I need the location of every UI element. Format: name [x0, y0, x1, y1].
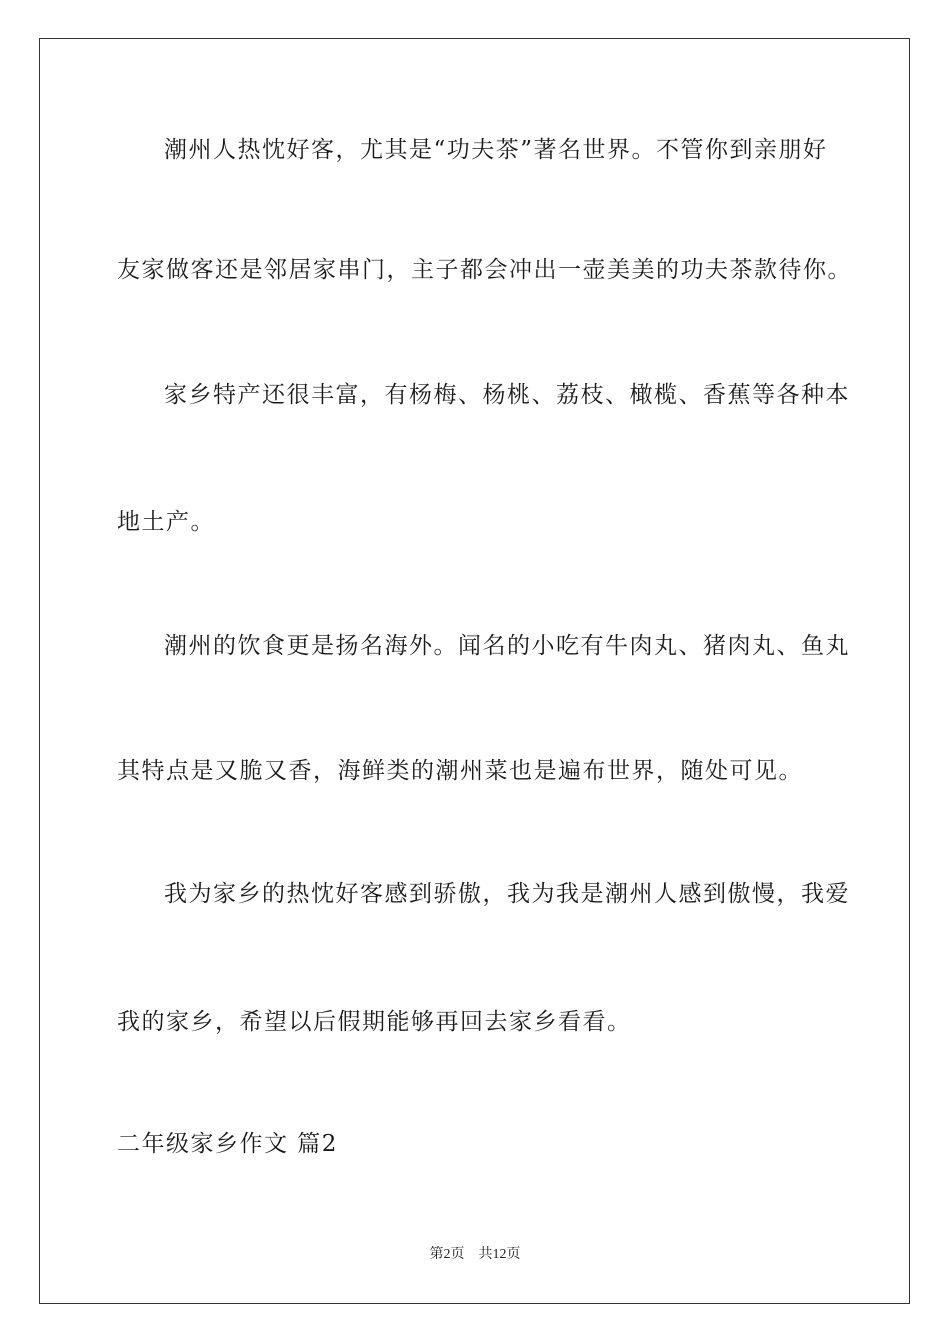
- section-heading: 二年级家乡作文 篇2: [117, 1131, 338, 1157]
- paragraph-4-line-1: 我为家乡的热忱好客感到骄傲，我为我是潮州人感到傲慢，我爱: [164, 881, 850, 907]
- paragraph-3-line-1: 潮州的饮食更是扬名海外。闻名的小吃有牛肉丸、猪肉丸、鱼丸: [164, 633, 850, 659]
- paragraph-4-line-2: 我的家乡，希望以后假期能够再回去家乡看看。: [117, 1009, 632, 1035]
- page-footer: [0, 1246, 950, 1264]
- paragraph-2-line-1: 家乡特产还很丰富，有杨梅、杨桃、荔枝、橄榄、香蕉等各种本: [164, 382, 850, 408]
- paragraph-1-line-1: 潮州人热忱好客，尤其是“功夫茶”著名世界。不管你到亲朋好: [164, 137, 828, 163]
- paragraph-2-line-2: 地土产。: [117, 509, 215, 535]
- page-frame: [39, 38, 910, 1304]
- paragraph-1-line-2: 友家做客还是邻居家串门，主子都会冲出一壶美美的功夫茶款待你。: [117, 257, 852, 283]
- page-total: 共12页: [478, 1247, 521, 1262]
- paragraph-3-line-2: 其特点是又脆又香，海鲜类的潮州菜也是遍布世界，随处可见。: [117, 758, 803, 784]
- page-number: 第2页: [429, 1247, 465, 1262]
